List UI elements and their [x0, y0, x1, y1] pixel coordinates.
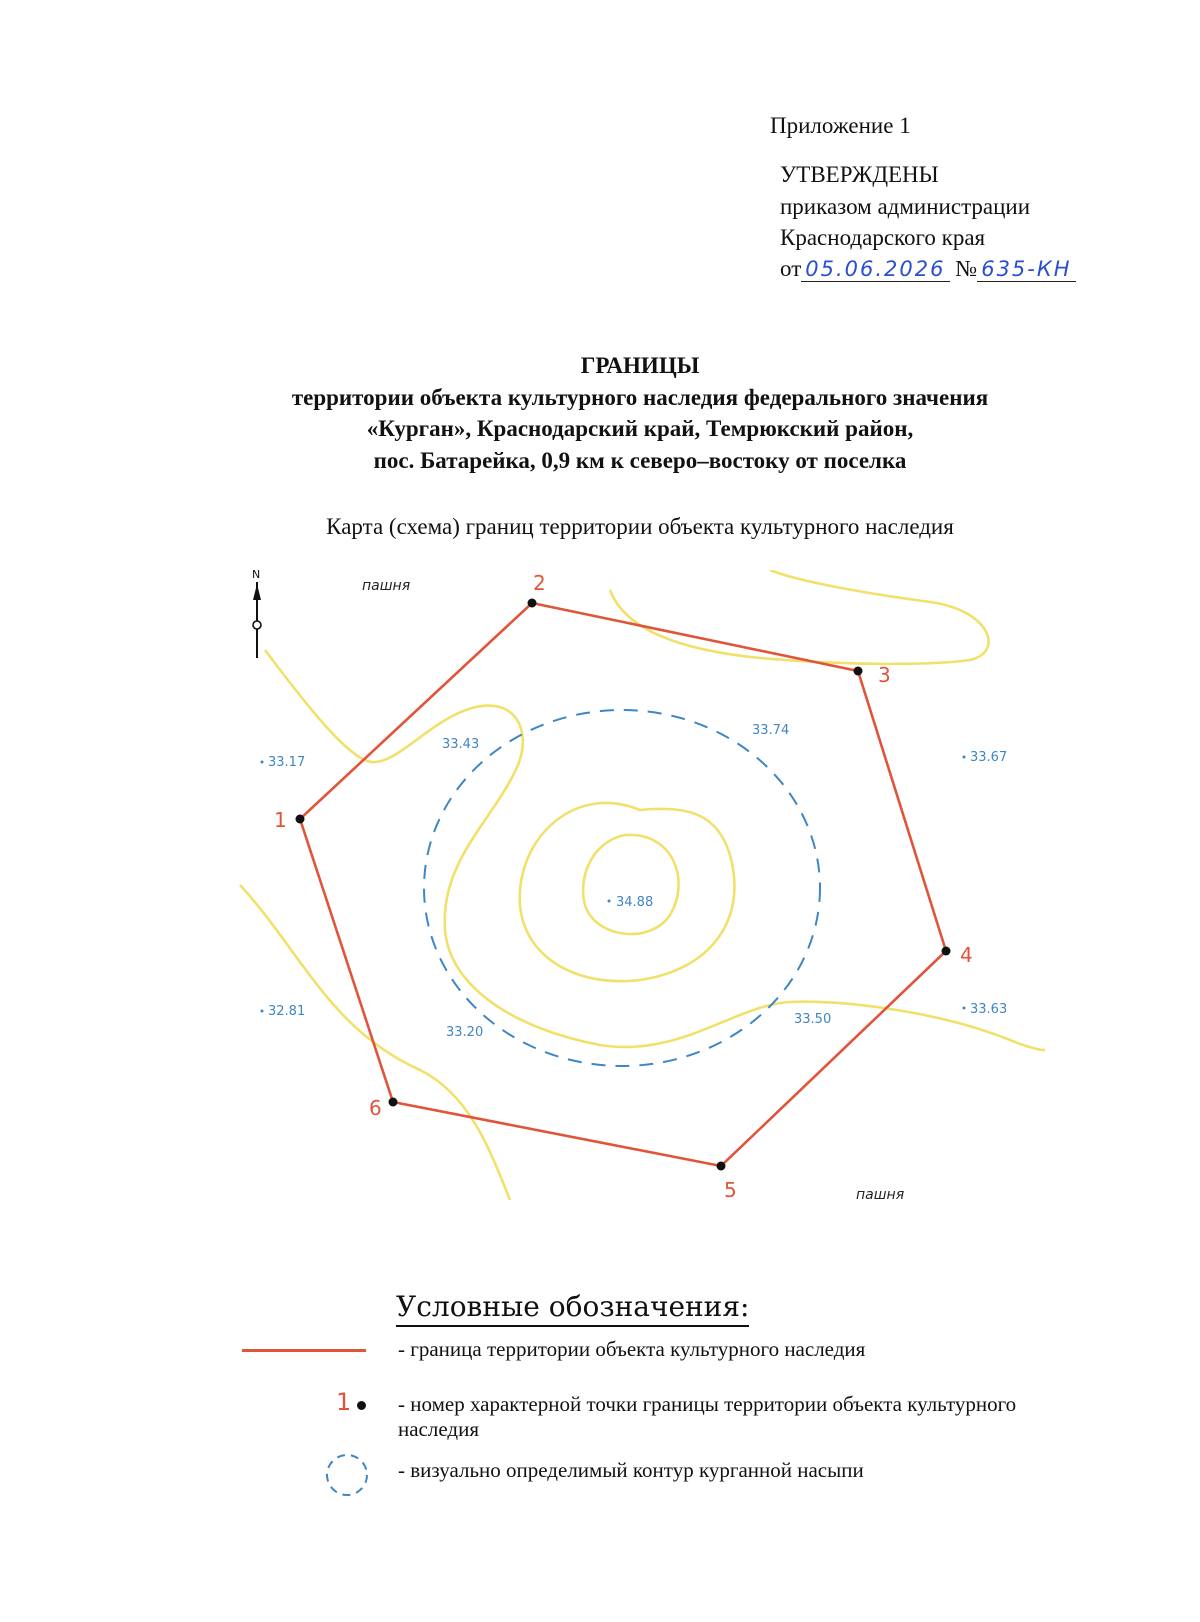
elevation-dot: [261, 1010, 264, 1013]
elevation-label: 33.20: [446, 1025, 484, 1040]
elevation-label: 33.63: [970, 1002, 1008, 1017]
order-date: 05.06.2026: [801, 257, 949, 282]
boundary-points: [296, 599, 951, 1171]
title-line-1: территории объекта культурного наследия федерального значения: [291, 384, 989, 410]
legend-boundary-swatch: [242, 1349, 366, 1352]
order-line-1: приказом администрации: [780, 193, 1031, 219]
point-label-4: 4: [960, 943, 973, 967]
point-label-2: 2: [533, 571, 546, 595]
order-line-2: Краснодарского края: [780, 224, 986, 250]
document-title: [0, 350, 1200, 477]
approved-label: УТВЕРЖДЕНЫ: [780, 162, 939, 188]
number-prefix: №: [955, 256, 978, 282]
title-line-2: «Курган», Краснодарский край, Темрюкский район,: [366, 416, 914, 442]
contour-line: [520, 803, 735, 981]
order-date-line: [780, 253, 1076, 284]
elevation-dot: [963, 1007, 966, 1010]
contour-line: [610, 570, 989, 664]
point-label-3: 3: [878, 663, 891, 687]
mound-outline: [424, 710, 820, 1066]
elevation-label: 33.43: [442, 737, 480, 752]
boundary-point-5: [717, 1162, 726, 1171]
title-line-3: пос. Батарейка, 0,9 км к северо–востоку от поселка: [373, 448, 907, 474]
title-heading: ГРАНИЦЫ: [580, 353, 700, 378]
contour-line: [265, 650, 1045, 1050]
north-label: N: [252, 570, 261, 581]
appendix-label: Приложение 1: [770, 113, 911, 138]
land-use-label: пашня: [856, 1187, 905, 1203]
boundary-map: [0, 570, 1200, 1270]
map-caption: Карта (схема) границ территории объекта культурного наследия: [326, 514, 954, 539]
legend-mound-swatch: [322, 1450, 372, 1500]
elevation-label: 32.81: [268, 1004, 306, 1019]
contour-line: [240, 885, 510, 1200]
date-prefix: от: [780, 256, 802, 282]
north-arrow-icon: [252, 570, 261, 658]
legend-point-text: - номер характерной точки границы территории объекта культурного наследия: [398, 1392, 1017, 1441]
point-label-5: 5: [724, 1178, 737, 1202]
approval-block: [770, 110, 1076, 284]
legend-boundary-text: - граница территории объекта культурного наследия: [398, 1337, 866, 1361]
legend-title: Условные обозначения:: [396, 1290, 749, 1327]
contour-line: [583, 835, 678, 934]
point-label-6: 6: [369, 1096, 382, 1120]
land-use-label: пашня: [362, 578, 411, 594]
boundary-polygon: [300, 603, 946, 1166]
elevation-label: 33.17: [268, 755, 306, 770]
elevation-label: 33.74: [752, 723, 790, 738]
boundary-point-4: [942, 947, 951, 956]
boundary-point-6: [389, 1098, 398, 1107]
order-number: 635-КН: [977, 257, 1075, 282]
legend-point-number: 1: [336, 1388, 352, 1416]
elevation-dot: [963, 756, 966, 759]
elevation-label: 34.88: [616, 895, 654, 910]
elevation-label: 33.67: [970, 750, 1008, 765]
legend-mound-text: - визуально определимый контур курганной насыпи: [398, 1458, 864, 1482]
elevation-dot: [261, 761, 264, 764]
point-label-1: 1: [274, 808, 287, 832]
elevation-dot: [608, 900, 611, 903]
boundary-point-3: [854, 667, 863, 676]
elevation-label: 33.50: [794, 1012, 832, 1027]
boundary-point-1: [296, 815, 305, 824]
legend-point-dot: [357, 1401, 366, 1410]
boundary-point-2: [528, 599, 537, 608]
